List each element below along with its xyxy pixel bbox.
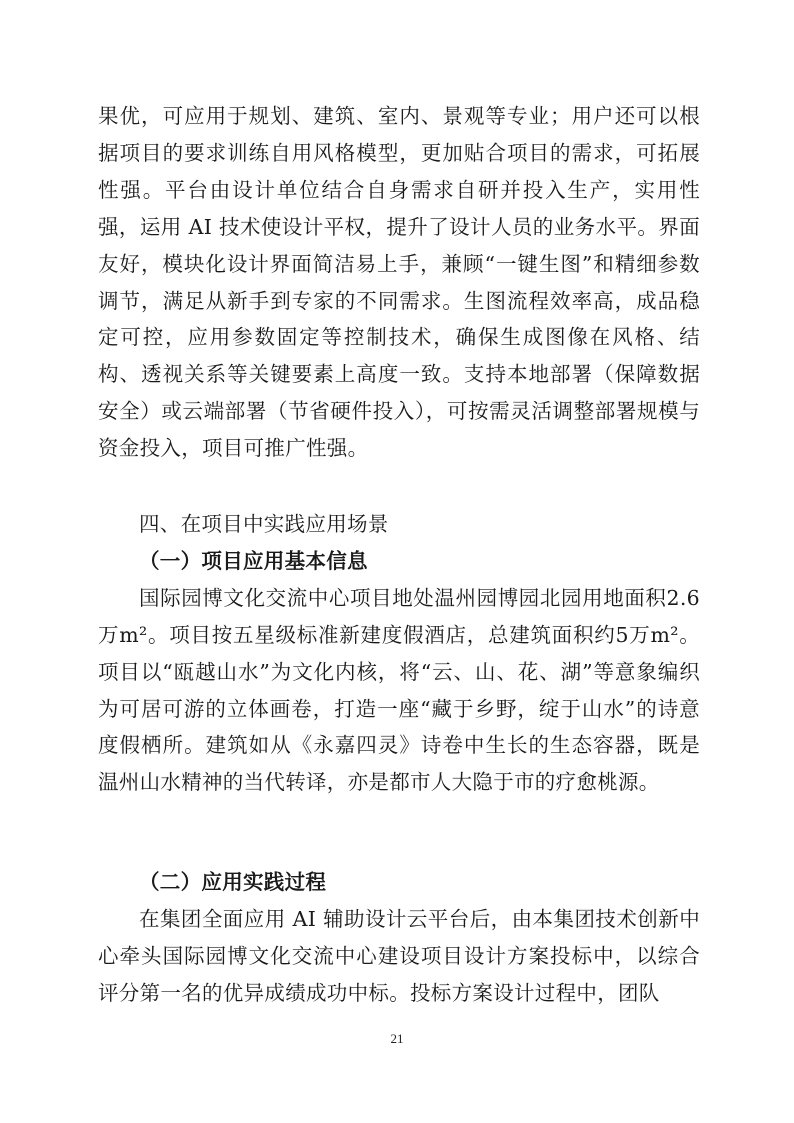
section-four (98, 506, 700, 801)
section-heading: 四、在项目中实践应用场景 (139, 512, 389, 536)
paragraph-project-info: 国际园博文化交流中心项目地处温州园博园北园用地面积2.6万m²。项目按五星级标准新建度假酒店，总建筑面积约5万m²。项目以“瓯越山水”为文化内核，将“云、山、花、湖”等意象编织为可居可游的立体画卷，打造一座“藏于乡野，绽于山水”的诗意度假栖所。建筑如从《永嘉四灵》诗卷中生长的生态容器，既是温州山水精神的当代转译，亦是都市人大隐于市的疗愈桃源。 (98, 585, 700, 795)
paragraph-practice: 在集团全面应用 AI 辅助设计云平台后，由本集团技术创新中心牵头国际园博文化交流中心建设项目设计方案投标中，以综合评分第一名的优异成绩成功中标。投标方案设计过程中，团队 (98, 906, 700, 1005)
subsection-heading-2: （二）应用实践过程 (139, 870, 327, 894)
section-four-2 (98, 864, 700, 1012)
paragraph-continued: 果优，可应用于规划、建筑、室内、景观等专业；用户还可以根据项目的要求训练自用风格模型，更加贴合项目的需求，可拓展性强。平台由设计单位结合自身需求自研并投入生产，实用性强，运用 AI 技术使设计平权，提升了设计人员的业务水平。界面友好，模块化设计界面简洁易上手，兼顾“一键生图”和精细参数调节，满足从新手到专家的不同需求。生图流程效率高，成品稳定可控，应用参数固定等控制技术，确保生成图像在风格、结构、透视关系等关键要素上高度一致。支持本地部署（保障数据安全）或云端部署（节省硬件投入），可按需灵活调整部署规模与资金投入，项目可推广性强。 (98, 104, 700, 461)
page-number: 21 (390, 1031, 404, 1046)
body-text (98, 98, 700, 467)
subsection-heading-1: （一）项目应用基本信息 (139, 548, 368, 573)
